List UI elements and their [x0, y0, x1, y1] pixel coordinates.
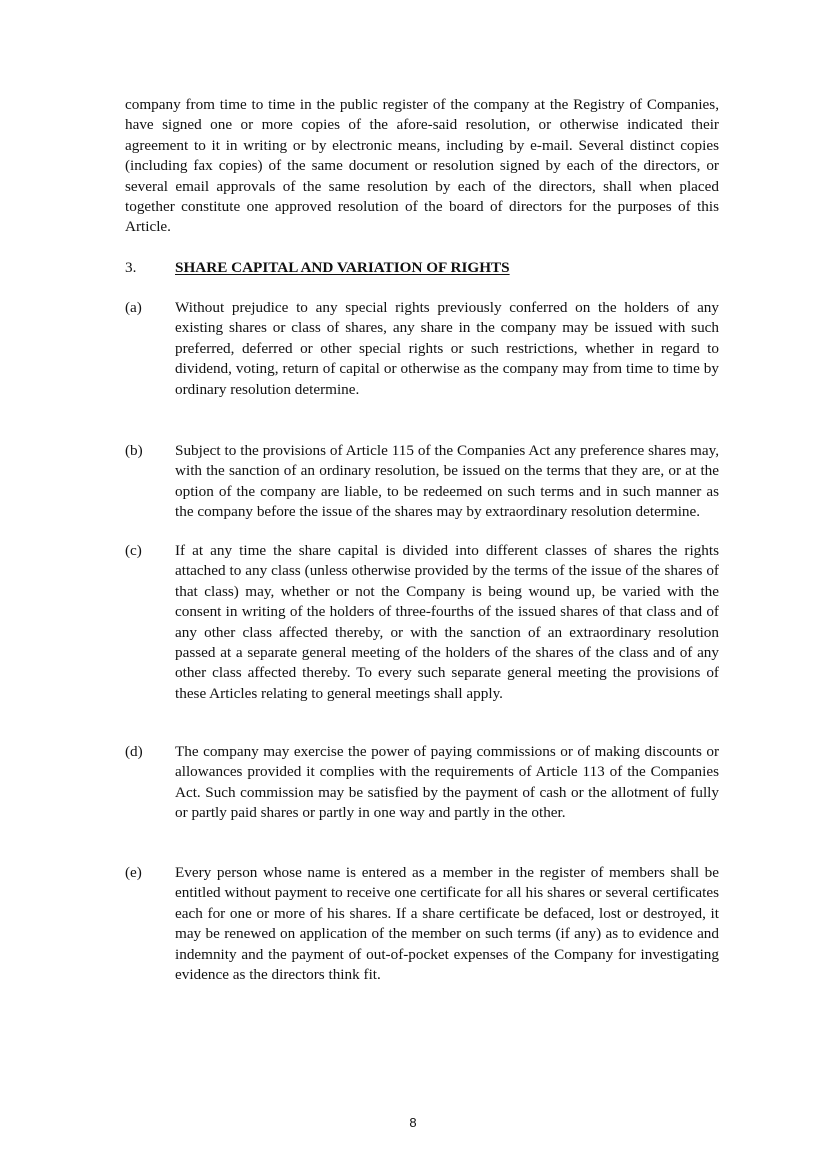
clause-text: Subject to the provisions of Article 115 of the Companies Act any preference shares may, with the sanction of an ordinary resolution, be issued on the terms that they are, or at the option of the company are liable, to be redeemed on such terms and in such manner as the company before the issue of the shares may by extraordinary resolution determine.	[175, 442, 719, 521]
clause-text: The company may exercise the power of paying commissions or of making discounts or allowances provided it complies with the requirements of Article 113 of the Companies Act. Such commission may be satisfied by the payment of cash or the allotment of fully or partly paid shares or partly in one way and partly in the other.	[175, 743, 719, 822]
clause-label: (c)	[125, 542, 142, 559]
intro-paragraph: company from time to time in the public register of the company at the Registry of Companies, have signed one or more copies of the afore-said resolution, or otherwise indicated their agreement to it in writing or by electronic means, including by e-mail. Several distinct copies (including fax copies) of the same document or resolution signed by each of the directors, or several email approvals of the same resolution by each of the directors, shall when placed together constitute one approved resolution of the board of directors for the purposes of this Article.	[125, 96, 719, 236]
page-number: 8	[409, 1115, 417, 1130]
clause-text: Every person whose name is entered as a member in the register of members shall be entitled without payment to receive one certificate for all his shares or several certificates each for one or more of his shares. If a share certificate be defaced, lost or destroyed, it may be renewed on application of the member on such terms (if any) as to evidence and indemnity and the payment of out-of-pocket expenses of the Company for investigating evidence as the directors think fit.	[175, 864, 719, 984]
clause-label: (d)	[125, 743, 143, 760]
clause-label: (e)	[125, 864, 142, 881]
section-title: SHARE CAPITAL AND VARIATION OF RIGHTS	[175, 259, 510, 276]
clause-text: Without prejudice to any special rights previously conferred on the holders of any existing shares or class of shares, any share in the company may be issued with such preferred, deferred or other special rights or such restrictions, whether in regard to dividend, voting, return of capital or otherwise as the company may from time to time by ordinary resolution determine.	[175, 299, 719, 398]
clause-text: If at any time the share capital is divided into different classes of shares the rights attached to any class (unless otherwise provided by the terms of the issue of the shares of that class) may, whether or not the Company is being wound up, be varied with the consent in writing of the holders of three-fourths of the issued shares of that class and of any other class affected thereby, or with the sanction of an extraordinary resolution passed at a separate general meeting of the holders of the shares of the class and of any other class affected thereby. To every such separate general meeting the provisions of these Articles relating to general meetings shall apply.	[175, 542, 719, 702]
clause-label: (a)	[125, 299, 142, 316]
clause-label: (b)	[125, 442, 143, 459]
section-number: 3.	[125, 259, 137, 276]
